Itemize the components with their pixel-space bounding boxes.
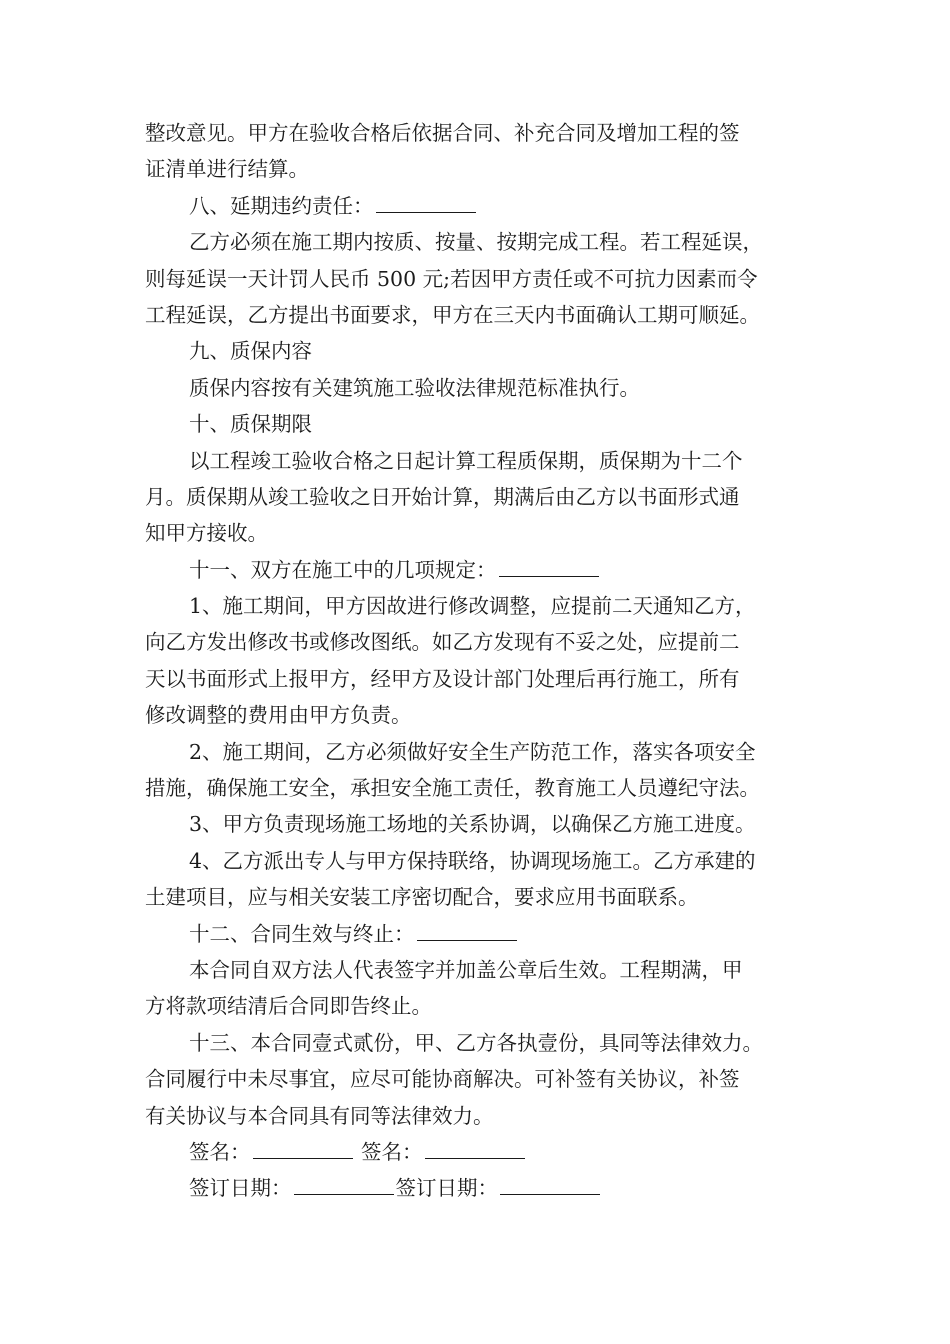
contract-body bbox=[145, 115, 835, 1134]
line-text: 1、施工期间，甲方因故进行修改调整，应提前二天通知乙方， bbox=[189, 594, 756, 619]
line-text: 证清单进行结算。 bbox=[145, 157, 309, 182]
text-line bbox=[145, 297, 835, 333]
signing-date-row bbox=[145, 1170, 835, 1206]
text-line bbox=[145, 151, 835, 187]
line-text: 4、乙方派出专人与甲方保持联络，协调现场施工。乙方承建的 bbox=[189, 848, 756, 873]
text-line bbox=[145, 843, 835, 879]
text-line bbox=[145, 588, 835, 624]
line-text: 有关协议与本合同具有同等法律效力。 bbox=[145, 1103, 494, 1128]
line-text: 质保内容按有关建筑施工验收法律规范标准执行。 bbox=[189, 375, 640, 400]
signature-blank-party-b bbox=[425, 1157, 525, 1159]
signature-label-party-a: 签名： bbox=[189, 1139, 251, 1164]
signature-label-party-b: 签名： bbox=[361, 1139, 423, 1164]
line-text: 向乙方发出修改书或修改图纸。如乙方发现有不妥之处，应提前二 bbox=[145, 630, 740, 655]
text-line bbox=[145, 115, 835, 151]
line-text: 天以书面形式上报甲方，经甲方及设计部门处理后再行施工，所有 bbox=[145, 666, 740, 691]
signing-date-label-party-a: 签订日期： bbox=[189, 1176, 292, 1201]
line-text: 十、质保期限 bbox=[189, 412, 312, 437]
line-text: 本合同自双方法人代表签字并加盖公章后生效。工程期满，甲 bbox=[189, 957, 743, 982]
line-text: 合同履行中未尽事宜，应尽可能协商解决。可补签有关协议，补签 bbox=[145, 1067, 740, 1092]
text-line bbox=[145, 879, 835, 915]
line-text: 以工程竣工验收合格之日起计算工程质保期，质保期为十二个 bbox=[189, 448, 743, 473]
text-line bbox=[145, 770, 835, 806]
line-text: 十二、合同生效与终止： bbox=[189, 921, 415, 946]
text-line bbox=[145, 1061, 835, 1097]
line-text: 土建项目，应与相关安装工序密切配合，要求应用书面联系。 bbox=[145, 885, 699, 910]
line-text: 八、延期违约责任： bbox=[189, 193, 374, 218]
fill-in-blank bbox=[499, 575, 599, 577]
line-text: 九、质保内容 bbox=[189, 339, 312, 364]
line-text: 2、施工期间，乙方必须做好安全生产防范工作，落实各项安全 bbox=[189, 739, 756, 764]
text-line bbox=[145, 697, 835, 733]
signing-date-blank-party-a bbox=[294, 1193, 394, 1195]
text-line bbox=[145, 624, 835, 660]
text-line bbox=[145, 370, 835, 406]
line-text: 月。质保期从竣工验收之日开始计算，期满后由乙方以书面形式通 bbox=[145, 484, 740, 509]
text-line bbox=[145, 515, 835, 551]
signing-date-label-party-b: 签订日期： bbox=[395, 1176, 498, 1201]
line-text: 工程延误，乙方提出书面要求，甲方在三天内书面确认工期可顺延。 bbox=[145, 302, 760, 327]
fill-in-blank bbox=[376, 211, 476, 213]
signing-date-blank-party-b bbox=[500, 1193, 600, 1195]
text-line bbox=[145, 224, 835, 260]
document-page bbox=[145, 115, 835, 1207]
line-text: 十三、本合同壹式贰份，甲、乙方各执壹份，具同等法律效力。 bbox=[189, 1030, 763, 1055]
text-line bbox=[145, 734, 835, 770]
text-line bbox=[145, 188, 835, 224]
text-line bbox=[145, 988, 835, 1024]
line-text: 整改意见。甲方在验收合格后依据合同、补充合同及增加工程的签 bbox=[145, 121, 740, 145]
text-line bbox=[145, 333, 835, 369]
text-line bbox=[145, 406, 835, 442]
text-line bbox=[145, 1098, 835, 1134]
text-line bbox=[145, 661, 835, 697]
line-text: 修改调整的费用由甲方负责。 bbox=[145, 703, 412, 728]
signature-row bbox=[145, 1134, 835, 1170]
line-text: 措施，确保施工安全，承担安全施工责任，教育施工人员遵纪守法。 bbox=[145, 776, 760, 801]
signature-blank-party-a bbox=[253, 1157, 353, 1159]
text-line bbox=[145, 479, 835, 515]
line-text: 知甲方接收。 bbox=[145, 521, 268, 546]
text-line bbox=[145, 952, 835, 988]
line-text: 十一、双方在施工中的几项规定： bbox=[189, 557, 497, 582]
fill-in-blank bbox=[417, 939, 517, 941]
text-line bbox=[145, 916, 835, 952]
text-line bbox=[145, 261, 835, 297]
line-text: 3、甲方负责现场施工场地的关系协调，以确保乙方施工进度。 bbox=[189, 812, 756, 837]
text-line bbox=[145, 552, 835, 588]
line-text: 则每延误一天计罚人民币 500 元;若因甲方责任或不可抗力因素而令 bbox=[145, 266, 758, 291]
text-line bbox=[145, 1025, 835, 1061]
line-text: 乙方必须在施工期内按质、按量、按期完成工程。若工程延误， bbox=[189, 230, 763, 255]
line-text: 方将款项结清后合同即告终止。 bbox=[145, 994, 432, 1019]
text-line bbox=[145, 806, 835, 842]
text-line bbox=[145, 443, 835, 479]
